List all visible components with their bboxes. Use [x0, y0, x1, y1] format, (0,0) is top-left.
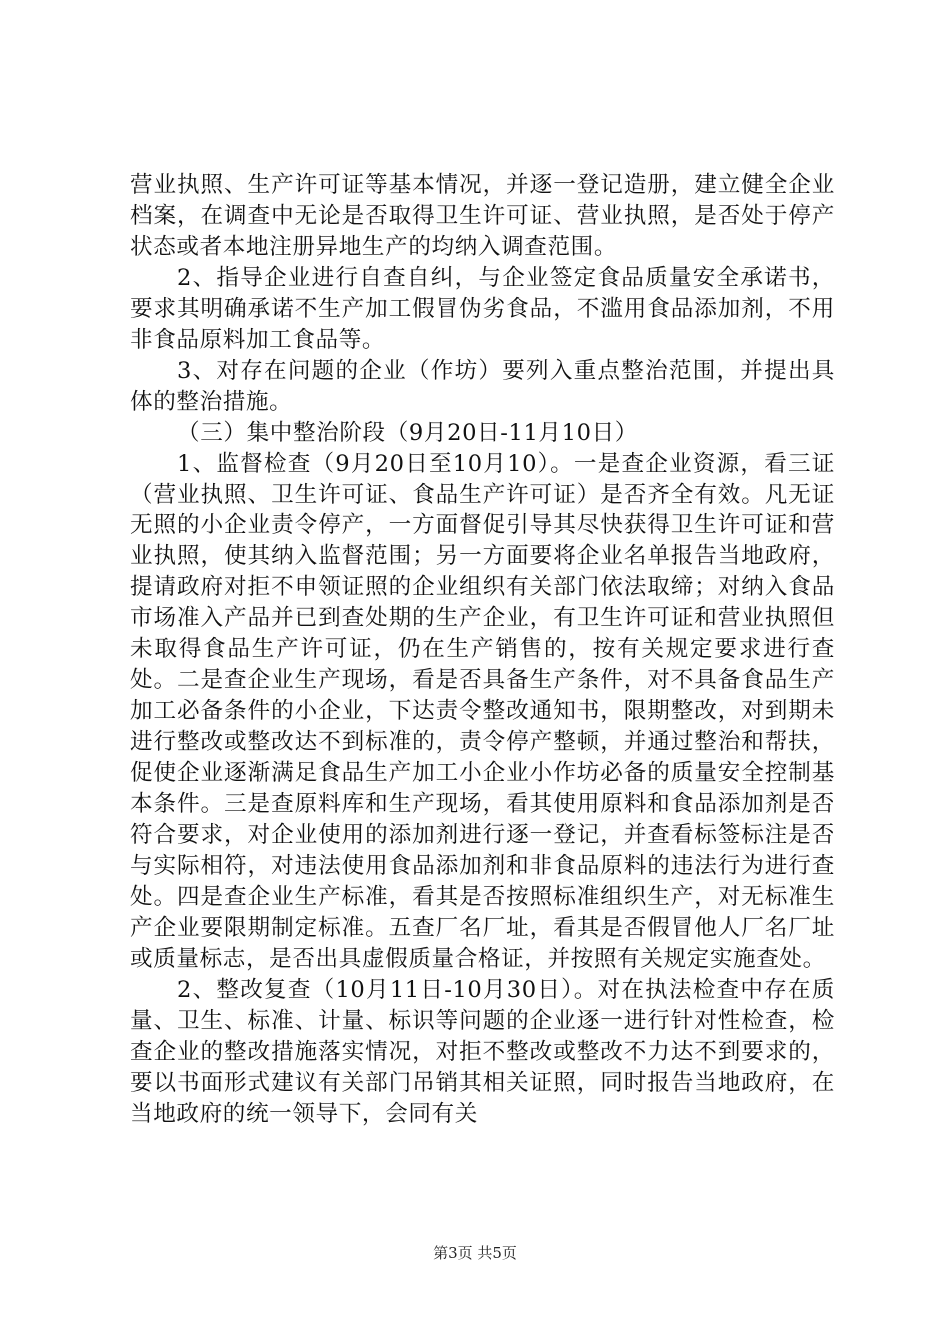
paragraph-3: 3、对存在问题的企业（作坊）要列入重点整治范围，并提出具体的整治措施。 — [130, 357, 835, 415]
page-number-footer: 第3页 共5页 — [433, 1244, 517, 1262]
section-heading: （三）集中整治阶段（9月20日-11月10日） — [177, 419, 638, 446]
paragraph-4: 1、监督检查（9月20日至10月10）。一是查企业资源，看三证（营业执照、卫生许可证、食品生产许可证）是否齐全有效。凡无证无照的小企业责令停产，一方面督促引导其尽快获得卫生许可证和营业执照，使其纳入监督范围；另一方面要将企业名单报告当地政府，提请政府对拒不申领证照的企业组织有关部门依法取缔；对纳入食品市场准入产品并已到查处期的生产企业，有卫生许可证和营业执照但未取得食品生产许可证，仍在生产销售的，按有关规定要求进行查处。二是查企业生产现场，看是否具备生产条件，对不具备食品生产加工必备条件的小企业，下达责令整改通知书，限期整改，对到期未进行整改或整改达不到标准的，责令停产整顿，并通过整治和帮扶，促使企业逐渐满足食品生产加工小企业小作坊必备的质量安全控制基本条件。三是查原料库和生产现场，看其使用原料和食品添加剂是否符合要求，对企业使用的添加剂进行逐一登记，并查看标签标注是否与实际相符，对违法使用食品添加剂和非食品原料的违法行为进行查处。四是查企业生产标准，看其是否按照标准组织生产，对无标准生产企业要限期制定标准。五查厂名厂址，看其是否假冒他人厂名厂址或质量标志，是否出具虚假质量合格证，并按照有关规定实施查处。 — [130, 450, 835, 972]
document-body — [130, 170, 835, 1130]
paragraph-1: 营业执照、生产许可证等基本情况，并逐一登记造册，建立健全企业档案，在调查中无论是否取得卫生许可证、营业执照，是否处于停产状态或者本地注册异地生产的均纳入调查范围。 — [130, 172, 835, 260]
paragraph-2: 2、指导企业进行自查自纠，与企业签定食品质量安全承诺书，要求其明确承诺不生产加工假冒伪劣食品，不滥用食品添加剂，不用非食品原料加工食品等。 — [130, 264, 835, 353]
paragraph-5: 2、整改复查（10月11日-10月30日）。对在执法检查中存在质量、卫生、标准、计量、标识等问题的企业逐一进行针对性检查，检查企业的整改措施落实情况，对拒不整改或整改不力达不到要求的，要以书面形式建议有关部门吊销其相关证照，同时报告当地政府，在当地政府的统一领导下，会同有关 — [130, 976, 835, 1127]
